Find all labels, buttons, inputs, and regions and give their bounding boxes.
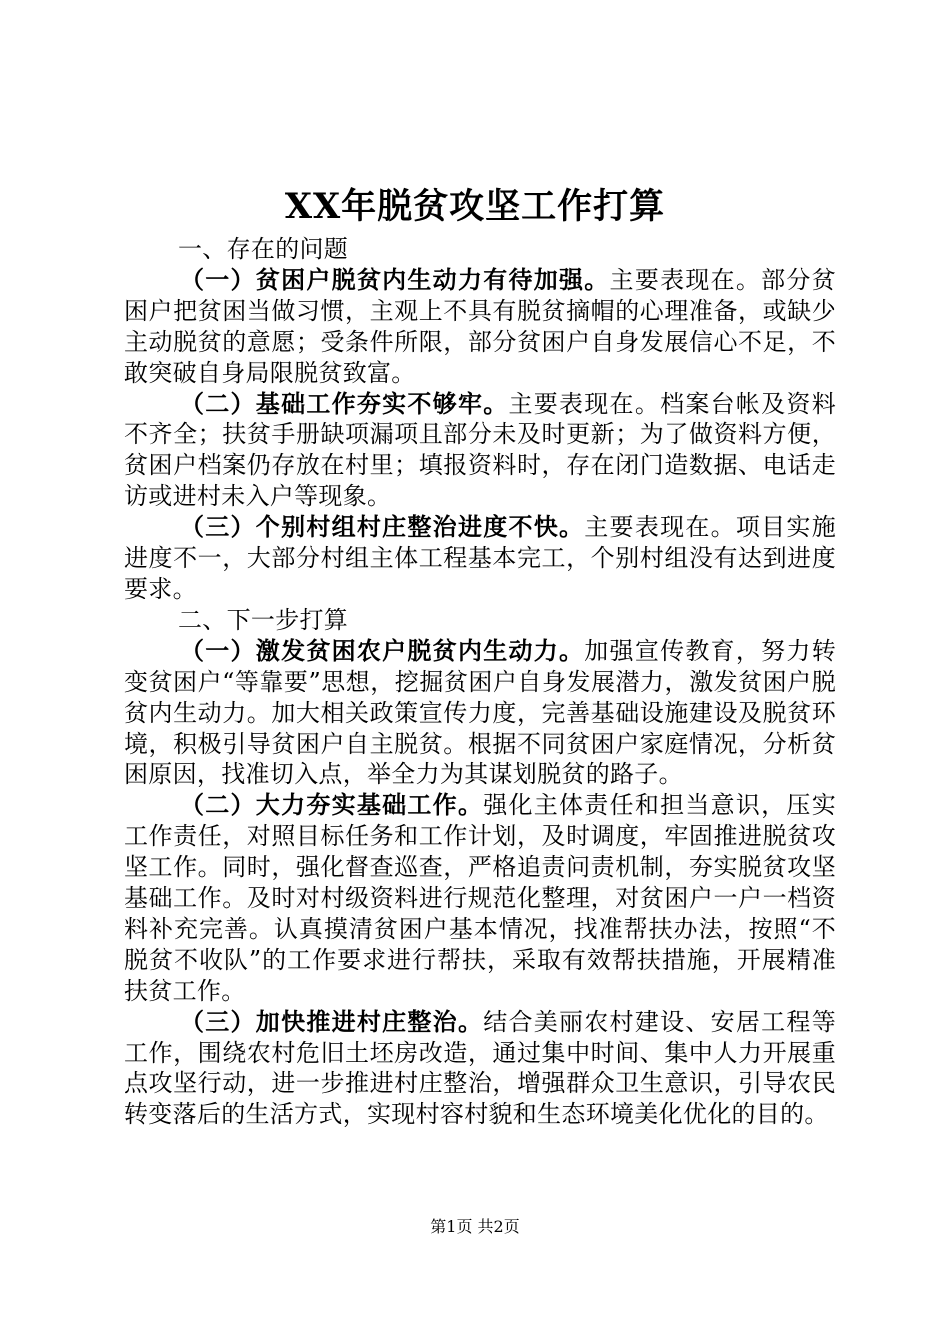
paragraph-lead: （三）个别村组村庄整治进度不快。 [180,513,585,542]
paragraph [124,790,836,1006]
paragraph-lead: （二）基础工作夯实不够牢。 [180,389,509,418]
paragraph-lead: （一）贫困户脱贫内生动力有待加强。 [180,265,610,294]
paragraph-text: 主要表现在。部分贫困户把贫困当做习惯，主观上不具有脱贫摘帽的心理准备，或缺少主动脱贫的意愿；受条件所限，部分贫困户自身发展信心不足，不敢突破自身局限脱贫致富。 [124,265,836,387]
section-next-steps [124,605,836,1130]
paragraph-text: 加强宣传教育，努力转变贫困户“等靠要”思想，挖掘贫困户自身发展潜力，激发贫困户脱贫内生动力。加大相关政策宣传力度，完善基础设施建设及脱贫环境，积极引导贫困户自主脱贫。根据不同贫困户家庭情况，分析贫困原因，找准切入点，举全力为其谋划脱贫的路子。 [124,636,836,789]
document-title: XX年脱贫攻坚工作打算 [284,186,666,227]
paragraph-text: 主要表现在。项目实施进度不一，大部分村组主体工程基本完工，个别村组没有达到进度要求。 [124,513,836,603]
paragraph [124,389,836,513]
paragraph-lead: （三）加快推进村庄整治。 [180,1007,484,1036]
paragraph [124,1007,836,1131]
paragraph-lead: （一）激发贫困农户脱贫内生动力。 [180,636,585,665]
paragraph-text: 强化主体责任和担当意识，压实工作责任，对照目标任务和工作计划，及时调度，牢固推进脱贫攻坚工作。同时，强化督查巡查，严格追责问责机制，夯实脱贫攻坚基础工作。及时对村级资料进行规范化整理，对贫困户一户一档资料补充完善。认真摸清贫困户基本情况，找准帮扶办法，按照“不脱贫不收队”的工作要求进行帮扶，采取有效帮扶措施，开展精准扶贫工作。 [124,791,836,1005]
paragraph-lead: （二）大力夯实基础工作。 [180,791,484,820]
paragraph [124,265,836,389]
paragraph-text: 主要表现在。档案台帐及资料不齐全；扶贫手册缺项漏项且部分未及时更新；为了做资料方便，贫困户档案仍存放在村里；填报资料时，存在闭门造数据、电话走访或进村未入户等现象。 [124,389,836,511]
section-problems [124,234,836,605]
page-footer: 第1页 共2页 [430,1217,520,1236]
section-heading: 二、下一步打算 [178,605,349,634]
paragraph [124,636,836,791]
paragraph-text: 结合美丽农村建设、安居工程等工作，围绕农村危旧土坯房改造，通过集中时间、集中人力开展重点攻坚行动，进一步推进村庄整治，增强群众卫生意识，引导农民转变落后的生活方式，实现村容村貌和生态环境美化优化的目的。 [124,1007,836,1129]
document-body [124,234,836,1130]
paragraph [124,512,836,605]
section-heading: 一、存在的问题 [178,235,349,263]
